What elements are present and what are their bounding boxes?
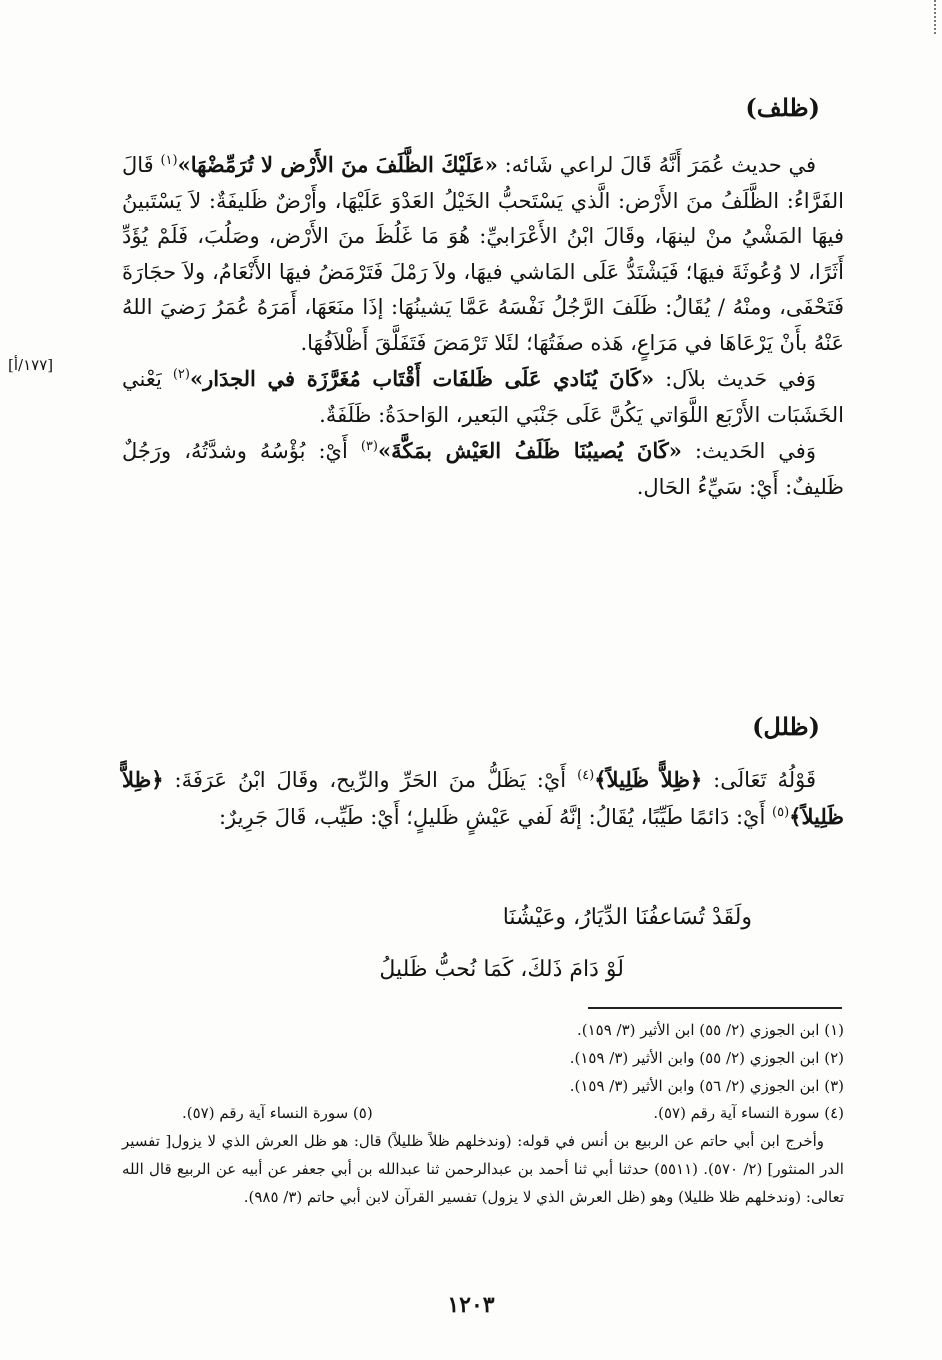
- entry-heading-zlf: (ظلف): [745, 93, 820, 122]
- footnote-3: (٣) ابن الجوزي (٢/ ٥٦) وابن الأثير (٣/ ١٥٩).: [569, 1076, 844, 1095]
- paragraph-intro: في حديث عُمَرَ أَنَّهُ قَالَ لراعي شَائه:: [504, 153, 817, 177]
- paragraph-makkah-hadith: [122, 433, 844, 505]
- entry-zll-body: [122, 762, 844, 835]
- paragraph-bilal-hadith: [122, 361, 844, 433]
- poem-verse-second-hemistich: لَوْ دَامَ ذَلكَ، كَمَا نُحبُّ ظَليلُ: [379, 957, 624, 982]
- paragraph-omar-hadith: [122, 147, 844, 361]
- footnote-4: (٤) سورة النساء آية رقم (٥٧).: [653, 1104, 844, 1123]
- quran-quote: ﴿ظِلاًّ ظَلِيلاً﴾: [122, 767, 844, 829]
- paragraph-text: أَيْ: دَائمًا طَيِّبًا، يُقَالُ: إنَّهُ لَفي عَيْشٍ ظَليلٍ؛ أَيْ: طَيِّب، قَالَ جَرِيرٌ:: [218, 804, 766, 829]
- paragraph-intro: قَوْلُهُ تَعَالَى:: [713, 768, 817, 792]
- footnote-marker: (٥): [772, 804, 790, 820]
- paragraph-intro: وَفي الحَديث:: [694, 439, 816, 463]
- footnote-marker: (٢): [172, 367, 190, 382]
- entry-heading-zll: (ظلل): [752, 712, 820, 741]
- manuscript-folio-ref: [١٧٧/أ]: [8, 356, 54, 374]
- paragraph-intro: وَفي حَديث بلاَل:: [665, 367, 816, 391]
- footnote-separator: [588, 1007, 842, 1009]
- footnote-marker: (٤): [577, 768, 595, 783]
- footnote-1: (١) ابن الجوزي (٢/ ٥٥) ابن الأثير (٣/ ١٥٩).: [576, 1021, 844, 1039]
- page-number: ١٢٠٣: [447, 1292, 495, 1318]
- poem-verse-first-hemistich: ولَقَدْ تُسَاعفُنَا الدِّيَارُ، وعَيْشُنَا: [502, 905, 752, 930]
- paragraph-text: يَعْني الخَشَبَات الأَرْبَع اللَّوَاتي يَكُنَّ عَلَى جَنْبَي البَعير، الوَاحدَةُ: ظَلَفَةٌ.: [122, 367, 844, 427]
- footnotes: [122, 1017, 844, 1212]
- entry-zlf-body: [122, 147, 844, 505]
- hadith-quote: «كَانَ يُصيبُنَا ظَلَفُ العَيْش بمَكَّةَ»: [377, 438, 682, 463]
- page-edge-mark: [930, 0, 936, 34]
- paragraph-text: قَالَ الفَرَّاءُ: الظَّلَفُ منَ الأَرْض: الَّذي يَسْتَحبُّ الخَيْلُ العَدْوَ عَلَيْهَا، وأَرْضٌ ظَليفَةٌ: لاَ يَسْتَبينُ فيهَا المَشْيُ منْ لينهَا، وقَالَ ابْنُ الأَعْرَابيِّ: هُوَ مَا غَلُظَ منَ الأَرْض، وصَلُبَ، فَلَمْ يُؤَدِّ أَثَرًا، لا وُعُوثَةَ فيهَا؛ فَيَشْتَدُّ عَلَى المَاشي فيهَا، ولاَ رَمْلَ فَتَرْمَضُ فيهَا الأَنْعَامُ، ولاَ حجَارَةَ فَتَحْفَى، ومنْهُ / يُقَالُ: ظَلَفَ الرَّجُلُ نَفْسَهُ عَمَّا يَشينُهَا: إذَا منَعَهَا، أَمَرَهُ عُمَرُ رَضيَ اللهُ عَنْهُ بأَنْ يَرْعَاهَا في مَرَاعٍ، هَذه صفَتُهَا؛ لئَلا تَرْمَضَ فَتَفَلَّقَ أَظْلاَفُهَا.: [122, 153, 844, 355]
- footnote-marker: (٣): [360, 439, 378, 454]
- paragraph-text: أَيْ: يَظَلُّ منَ الحَرِّ والرِّيح، وقَالَ ابْنُ عَرَفَةَ:: [174, 768, 567, 792]
- quran-quote: ﴿ظِلاًّ ظَلِيلاً﴾: [594, 767, 703, 792]
- footnote-marker: (١): [160, 153, 178, 168]
- footnote-pair: [122, 1100, 844, 1128]
- footnote-extended: وأخرج ابن أبي حاتم عن الربيع بن أنس في قوله: (وندخلهم ظلاً ظليلاً) قال: هو ظل العرش الذي لا يزول[ تفسير الدر المنثور] (٢/ ٥٧٠). (٥٥١١) حدثنا أبي ثنا أحمد بن عبدالرحمن ثنا عبدالله بن أبي جعفر عن أبيه عن الربيع قال الله تعالى: (وندخلهم ظلا ظليلا) وهو (ظل العرش الذي لا يزول) تفسير القرآن لابن أبي حاتم (٣/ ٩٨٥).: [122, 1132, 844, 1206]
- paragraph-text: أَيْ: بُؤْسُهُ وشدَّتُهُ، ورَجُلٌ ظَليفٌ: أَيْ: سَيِّءُ الحَال.: [122, 439, 844, 499]
- hadith-quote: «عَلَيْكَ الظَّلَفَ منَ الأَرْض لا تُرَمِّضْهَا»: [177, 152, 498, 177]
- footnote-2: (٢) ابن الجوزي (٢/ ٥٥) وابن الأثير (٣/ ١٥٩).: [569, 1048, 844, 1067]
- paragraph-quran-verse: [122, 762, 844, 835]
- footnote-5: (٥) سورة النساء آية رقم (٥٧).: [182, 1104, 373, 1123]
- hadith-quote: «كَانَ يُنَادي عَلَى ظَلفَات أَقْتَاب مُغَرَّزَة في الجدَار»: [189, 366, 655, 391]
